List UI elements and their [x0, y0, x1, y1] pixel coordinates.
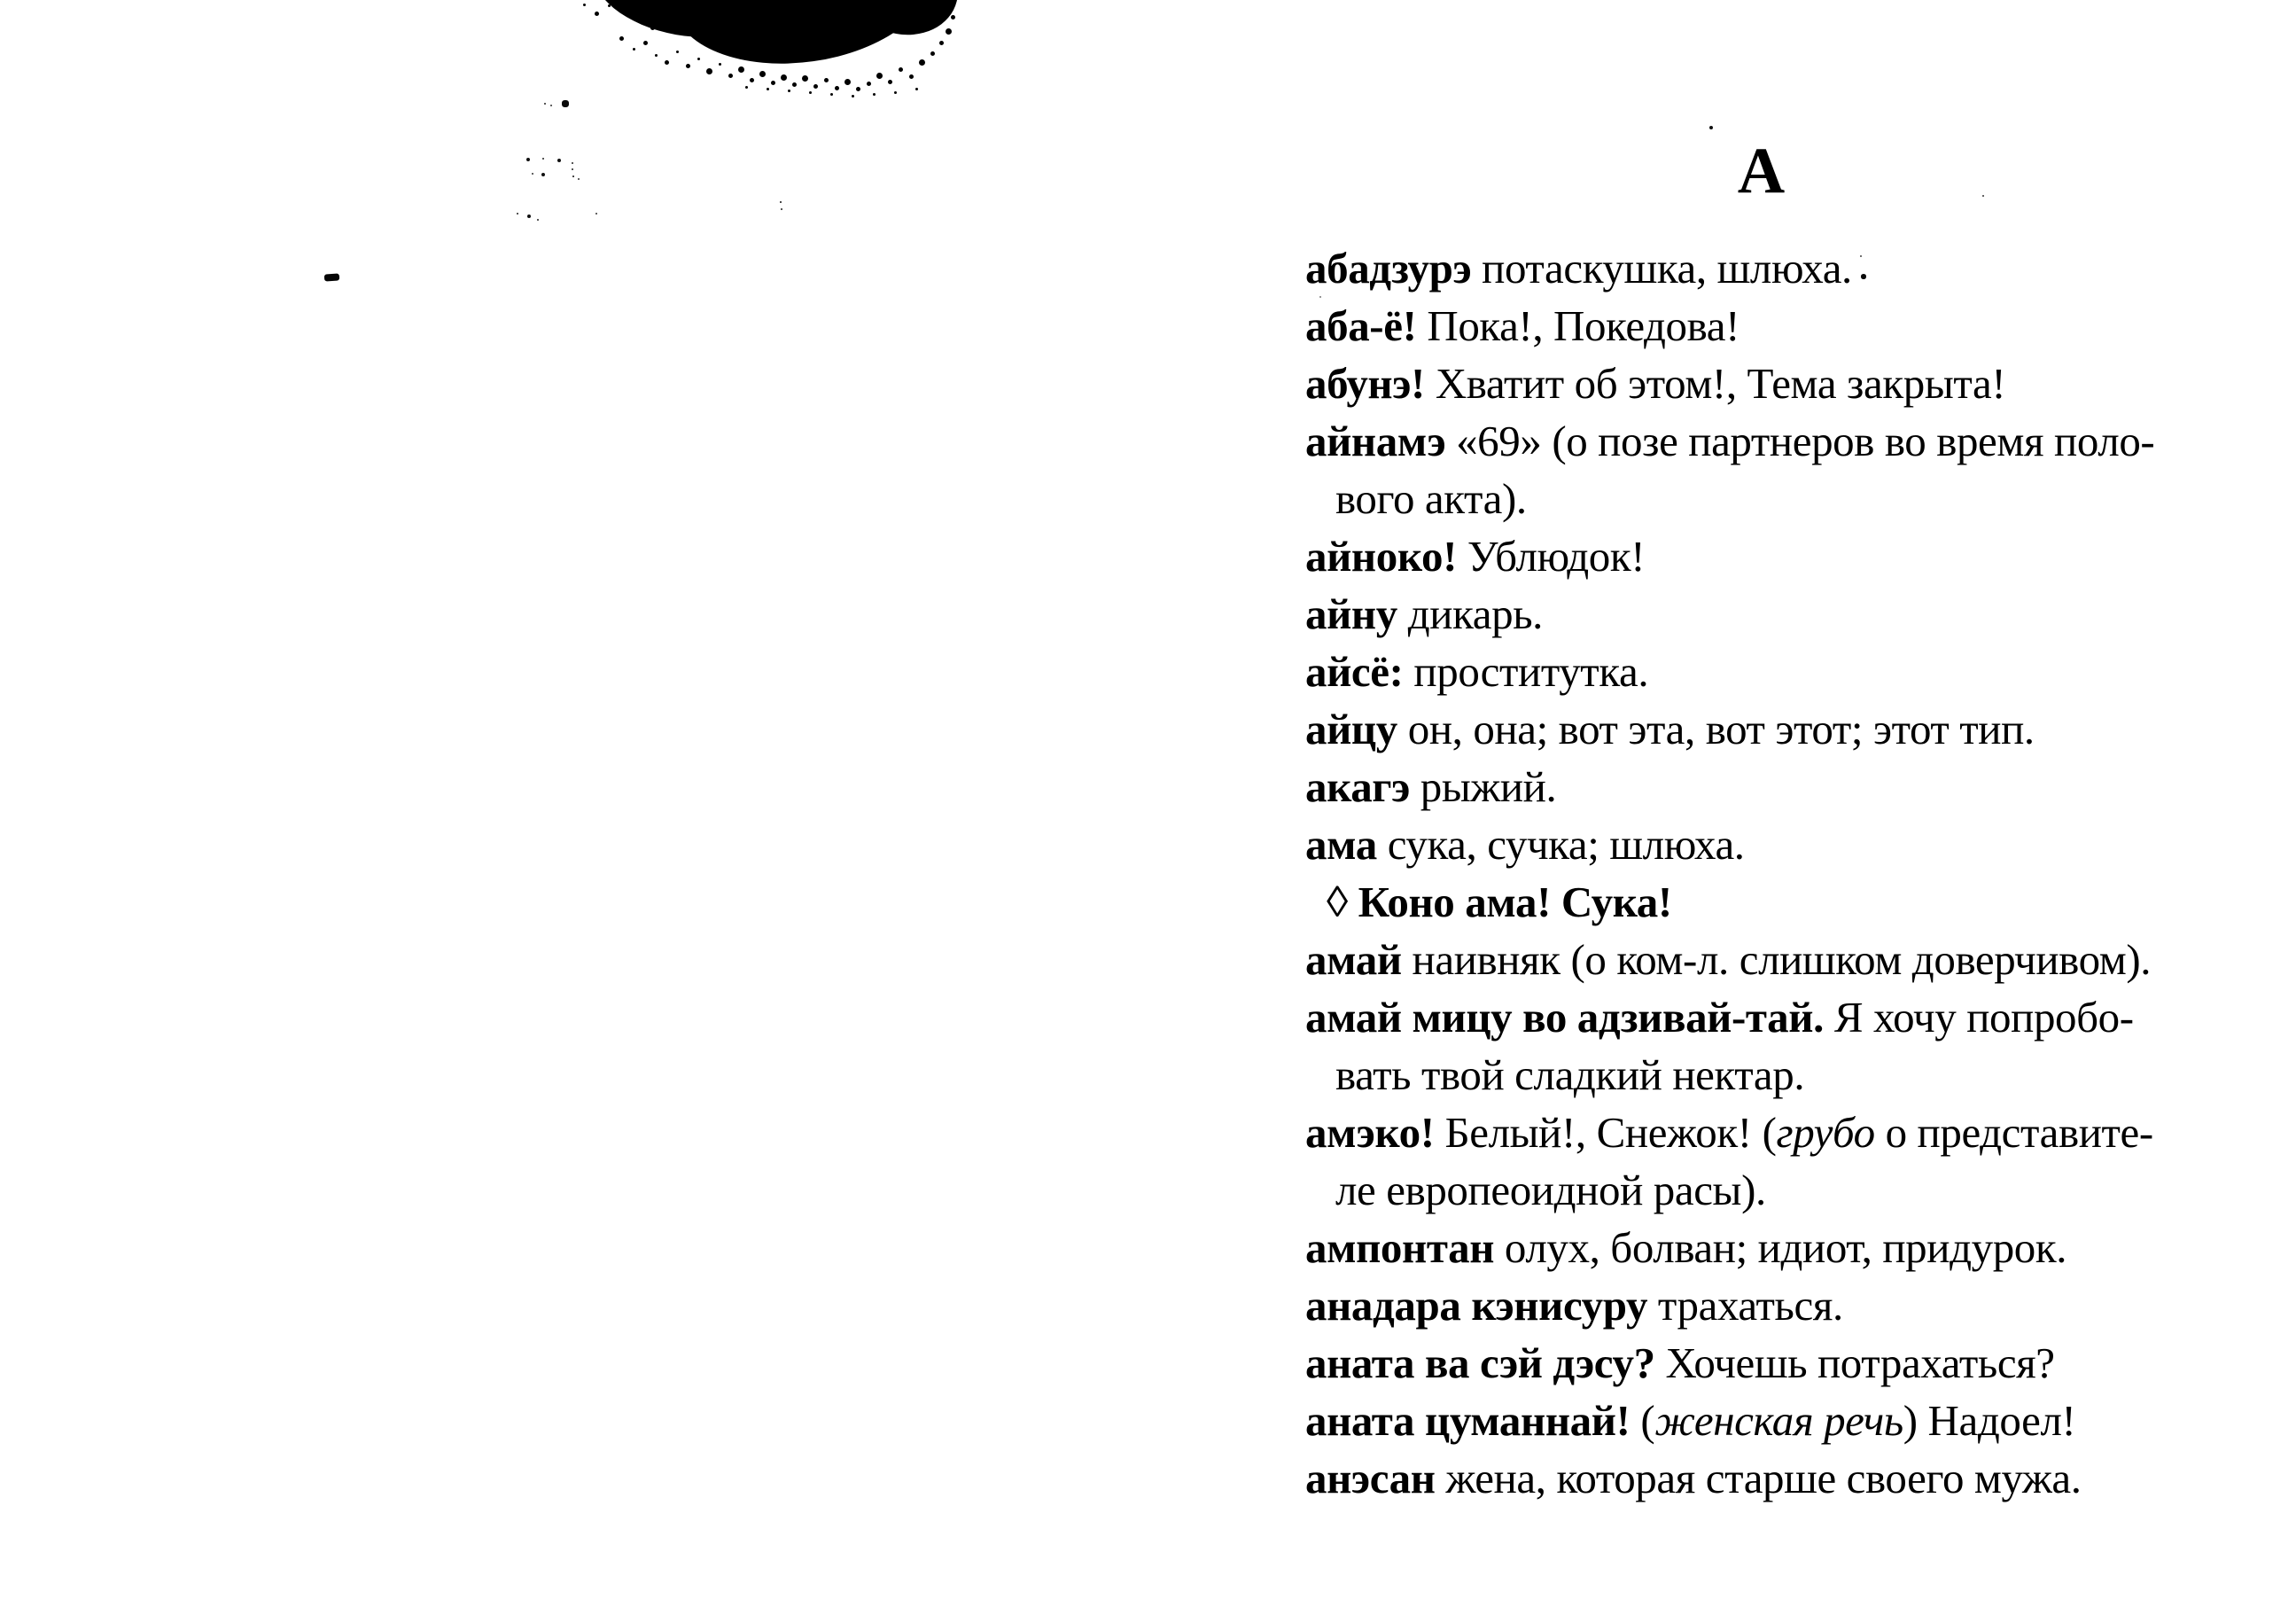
headword: анадара кэнисуру [1305, 1281, 1648, 1330]
headword: амэко! [1305, 1108, 1435, 1157]
definition-text: Пока!, Покедова! [1416, 301, 1740, 350]
dictionary-entry-line [1305, 1219, 2227, 1276]
headword: амай мицу во адзивай-тай. [1305, 993, 1824, 1042]
headword: аната ва сэй дэсу? [1305, 1338, 1655, 1387]
dictionary-entry-line [1305, 1276, 2227, 1334]
definition-text: рыжий. [1409, 762, 1557, 811]
dictionary-entry-line [1305, 758, 2227, 815]
dictionary-entry-line [1305, 355, 2227, 412]
dictionary-entry-line [1305, 239, 2227, 297]
dictionary-entry-line [1305, 988, 2227, 1046]
definition-text: Ублюдок! [1457, 532, 1646, 581]
scan-smudge [324, 273, 340, 281]
definition-text: трахаться. [1647, 1281, 1843, 1330]
definition-text: ле европеоидной расы). [1335, 1166, 1766, 1214]
headword: айнамэ [1305, 417, 1446, 465]
headword: абадзурэ [1305, 244, 1472, 293]
scan-specks [0, 0, 2, 2]
definition-text: наивняк (о ком-л. слишком доверчивом). [1401, 935, 2152, 984]
dictionary-entry-line [1305, 815, 2227, 873]
definition-text: олух, болван; идиот, придурок. [1494, 1223, 2067, 1272]
dictionary-entry-line [1305, 297, 2227, 355]
headword: айноко! [1305, 532, 1458, 581]
dictionary-entry-line [1305, 470, 2227, 527]
definition-text: Я хочу попробо- [1823, 993, 2134, 1042]
dictionary-entry-line [1305, 1046, 2227, 1104]
definition-text: Белый!, Снежок! ( [1434, 1108, 1777, 1157]
headword: амай [1305, 935, 1402, 984]
definition-text: он, она; вот эта, вот этот; этот тип. [1397, 705, 2035, 753]
headword: акагэ [1305, 762, 1410, 811]
dictionary-entry-line [1305, 643, 2227, 700]
headword: абунэ! [1305, 359, 1425, 408]
section-letter-heading: А [1737, 135, 1786, 207]
headword: аба-ё! [1305, 301, 1417, 350]
dictionary-entry-line [1305, 1449, 2227, 1507]
dictionary-entry-line [1305, 1392, 2227, 1449]
definition-text: ( [1630, 1396, 1655, 1445]
dictionary-entry-line [1305, 700, 2227, 758]
dictionary-entry-line [1305, 412, 2227, 470]
dictionary-entry-line [1305, 1161, 2227, 1219]
dictionary-entry-line [1305, 527, 2227, 585]
headword: айцу [1305, 705, 1397, 753]
headword: ама [1305, 820, 1377, 869]
dictionary-entry-line [1305, 1104, 2227, 1161]
headword: ампонтан [1305, 1223, 1495, 1272]
usage-note-italic: грубо [1776, 1108, 1875, 1157]
definition-text: проститутка. [1403, 647, 1649, 696]
definition-text: потаскушка, шлюха. [1471, 244, 1852, 293]
dictionary-entries [1305, 239, 2227, 1507]
dictionary-entry-line [1305, 873, 2227, 931]
definition-text: вого акта). [1335, 474, 1527, 523]
definition-text: Хватит об этом!, Тема закрыта! [1424, 359, 2006, 408]
headword: анэсан [1305, 1454, 1436, 1502]
definition-text: вать твой сладкий нектар. [1335, 1050, 1805, 1099]
dictionary-entry-line [1305, 1334, 2227, 1392]
headword: айсё: [1305, 647, 1404, 696]
dictionary-entry-line [1305, 931, 2227, 988]
dictionary-entry-line [1305, 585, 2227, 643]
definition-text: о представите- [1874, 1108, 2153, 1157]
definition-text: ) Надоел! [1903, 1396, 2076, 1445]
definition-text: Хочешь потрахаться? [1654, 1338, 2055, 1387]
definition-text: сука, сучка; шлюха. [1376, 820, 1745, 869]
definition-text: «69» (о позе партнеров во время поло- [1445, 417, 2155, 465]
headword: аната цуманнай! [1305, 1396, 1631, 1445]
headword: айну [1305, 589, 1397, 638]
definition-text: дикарь. [1397, 589, 1543, 638]
headword: ◊ Коно ама! Сука! [1327, 878, 1672, 926]
definition-text: жена, которая старше своего мужа. [1435, 1454, 2082, 1502]
usage-note-italic: женская речь [1654, 1396, 1903, 1445]
